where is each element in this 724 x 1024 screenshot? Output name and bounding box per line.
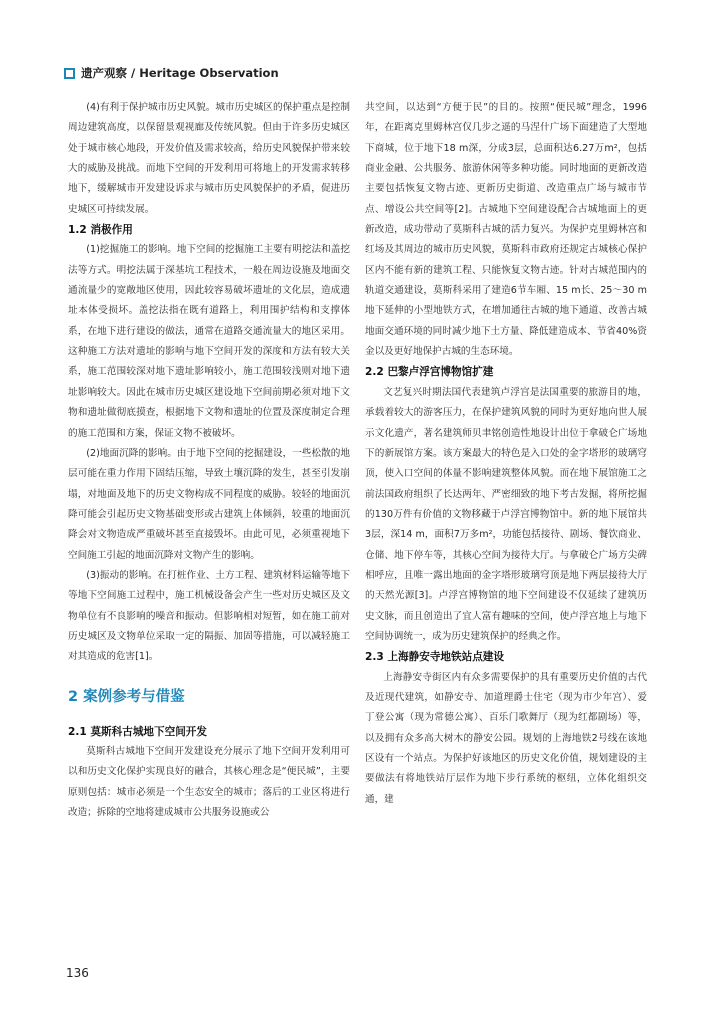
heading-2: 2 案例参考与借鉴 <box>68 688 185 705</box>
running-header <box>64 63 279 83</box>
heading-2-3: 2.3 上海静安寺地铁站点建设 <box>365 651 504 664</box>
heading-1-2: 1.2 消极作用 <box>68 224 133 237</box>
left-column <box>68 98 350 823</box>
paragraph-moscow: 莫斯科古城地下空间开发建设充分展示了地下空间开发利用可以和历史文化保护实现良好的融合，其核心理念是“便民城”，主要原则包括：城市必须是一个生态安全的城市；落后的工业区将进行改造；拆除的空地将建成城市公共服务设施或公 <box>68 745 350 818</box>
page-number: 136 <box>66 966 89 980</box>
paragraph-excavation: (1)挖掘施工的影响。地下空间的挖掘施工主要有明挖法和盖挖法等方式。明挖法属于深基坑工程技术，一般在周边设施及地面交通流量少的宽敞地区使用，因此较容易破坏遗址的文化层，造成遗址本体受损坏。盖挖法指在既有道路上，利用围护结构和支撑体系，在地下进行建设的做法，通常在道路交通流量大的地区采用。这种施工方法对遗址的影响与地下空间开发的深度和方法有较大关系，施工范围较深对地下遗址影响较小，施工范围较浅则对地下遗址影响较大。因此在城市历史城区建设地下空间前期必须对地下文物和遗址做彻底摸查，根据地下文物和遗址的位置及深度制定合理的施工范围和方案，保证文物不被破坏。 <box>68 244 350 439</box>
header-title: 遗产观察 / Heritage Observation <box>81 66 279 80</box>
header-square-icon <box>64 68 75 79</box>
heading-2-2: 2.2 巴黎卢浮宫博物馆扩建 <box>365 366 494 379</box>
paragraph-vibration: (3)振动的影响。在打桩作业、土方工程、建筑材料运输等地下等地下空间施工过程中，施工机械设备会产生一些对历史城区及文物单位有不良影响的噪音和振动。但影响相对短暂，如在施工前对历史城区及文物单位采取一定的隔振、加固等措施，可以减轻施工对其造成的危害[1]。 <box>68 569 350 663</box>
heading-2-1: 2.1 莫斯科古城地下空间开发 <box>68 725 207 738</box>
right-column <box>365 98 647 810</box>
paragraph-louvre: 文艺复兴时期法国代表建筑卢浮宫是法国重要的旅游目的地，承载着较大的游客压力，在保护建筑风貌的同时为更好地向世人展示文化遗产，著名建筑师贝聿铭创造性地设计出位于拿破仑广场地下的新展馆方案。该方案最大的特色是入口处的金字塔形的玻璃穹顶，使入口空间的体量不影响建筑整体风貌。而在地下展馆施工之前法国政府组织了长达两年、严密细致的地下考古发掘，将所挖掘的130万件有价值的文物移藏于卢浮宫博物馆中。新的地下展馆共3层，深14 m，面积7万多m²，功能包括接待、剧场、餐饮商业、仓储、地下停车等，其核心空间为接待大厅。与拿破仑广场方尖碑相呼应，且唯一露出地面的金字塔形玻璃穹顶是地下两层接待大厅的天然光源[3]。卢浮宫博物馆的地下空间建设不仅延续了建筑历史文脉，而且创造出了宜人富有趣味的空间，使卢浮宫地上与地下空间协调统一，成为历史建筑保护的经典之作。 <box>365 386 647 642</box>
paragraph-intro-4: (4)有利于保护城市历史风貌。城市历史城区的保护重点是控制周边建筑高度，以保留景观视廊及传统风貌。但由于许多历史城区处于城市核心地段，开发价值及需求较高，给历史风貌保护带来较大的威胁及挑战。而地下空间的开发利用可将地上的开发需求转移地下，缓解城市开发建设诉求与城市历史风貌保护的矛盾，促进历史城区可持续发展。 <box>68 102 350 215</box>
paragraph-moscow-continued: 共空间，以达到“方便于民”的目的。按照“便民城”理念，1996年，在距离克里姆林宫仅几步之遥的马涅什广场下面建造了大型地下商城，位于地下18 m深，分成3层，总面积达6.27万m²，包括商业金融、公共服务、旅游休闲等多种功能。同时地面的更新改造主要包括恢复文物古迹、更新历史街道、改造重点广场与城市节点、增设公共空间等[2]。古城地下空间建设配合古城地面上的更新改造，成功带动了莫斯科古城的活力复兴。为保护克里姆林宫和红场及其周边的城市历史风貌，莫斯科市政府还规定古城核心保护区内不能有新的建筑工程、只能恢复文物古迹。针对古城范围内的轨道交通建设，莫斯科采用了建造6节车厢、15 m长、25～30 m地下延伸的小型地铁方式，在增加通往古城的地下通道、改善古城地面交通环境的同时减少地下土方量、降低建造成本、节省40%资金以及更好地保护古城的生态环境。 <box>365 102 647 358</box>
paragraph-jingan: 上海静安寺街区内有众多需要保护的具有重要历史价值的古代及近现代建筑，如静安寺、加道理爵士住宅（现为市少年宫）、爱丁登公寓（现为常德公寓）、百乐门歌舞厅（现为红都剧场）等，以及拥有众多高大树木的静安公园。规划的上海地铁2号线在该地区设有一个站点。为保护好该地区的历史文化价值，规划建设的主要做法有将地铁站厅层作为地下步行系统的枢纽，立体化组织交通，建 <box>365 671 647 805</box>
paragraph-subsidence: (2)地面沉降的影响。由于地下空间的挖掘建设，一些松散的地层可能在重力作用下固结压缩，导致土壤沉降的发生，甚至引发崩塌，对地面及地下的历史文物构成不同程度的威胁。较轻的地面沉降可能会引起历史文物基础变形或古建筑上体倾斜，较重的地面沉降会对文物造成严重破坏甚至直接毁坏。由此可见，必须重视地下空间施工引起的地面沉降对文物产生的影响。 <box>68 447 350 561</box>
